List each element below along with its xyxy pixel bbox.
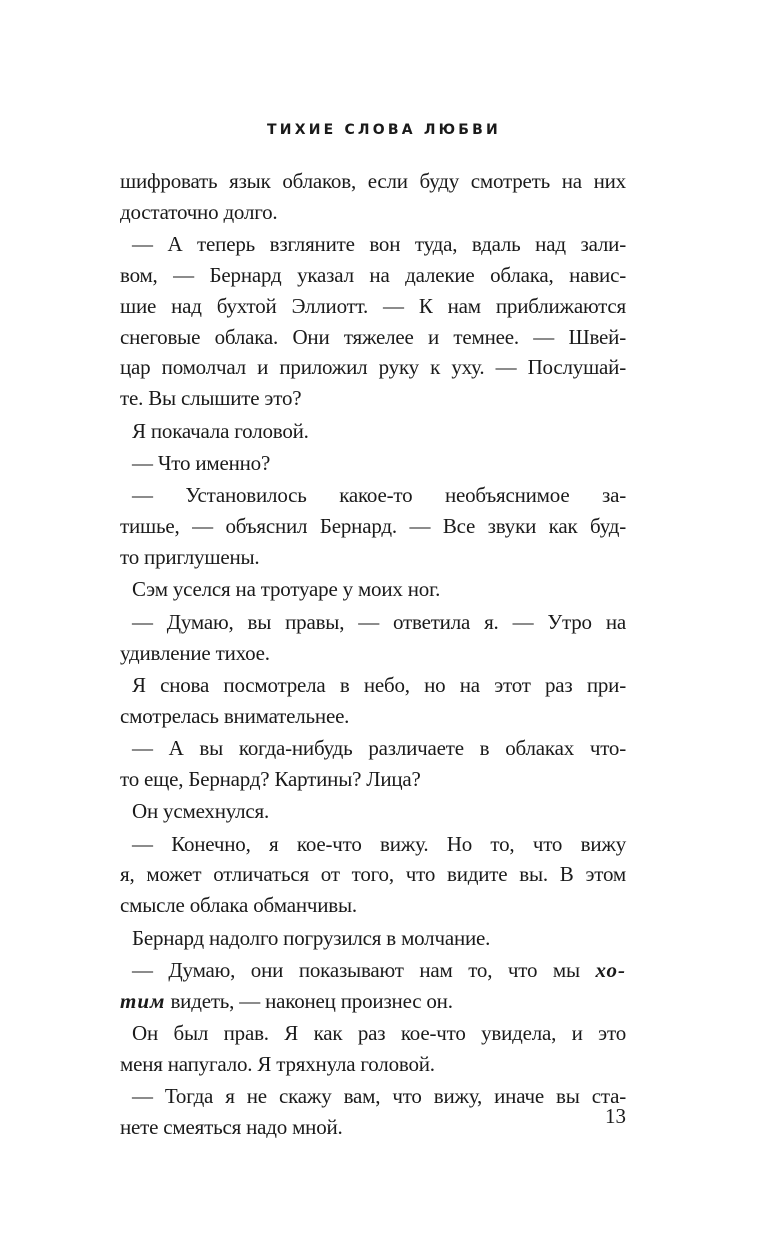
text-line: — Тогда я не скажу вам, что вижу, иначе вы ста- — [132, 1084, 626, 1109]
text-line: — А вы когда-нибудь различаете в облаках что- — [132, 736, 626, 761]
text-line: меня напугало. Я тряхнула головой. — [120, 1052, 435, 1077]
text-line: смысле облака обманчивы. — [120, 893, 357, 918]
text-line: — Думаю, вы правы, — ответила я. — Утро на — [132, 609, 626, 634]
text-line: шие над бухтой Эллиотт. — К нам приближаются — [120, 293, 626, 318]
line-text: — Думаю, они показывают нам то, что мы — [132, 958, 596, 983]
text-line: — Что именно? — [132, 450, 271, 475]
text-line: то приглушены. — [120, 544, 260, 569]
text-line: то еще, Бернард? Картины? Лица? — [120, 766, 421, 791]
emphasis-text: хо- — [595, 958, 626, 983]
emphasis-text: тим — [120, 988, 166, 1013]
text-line: Он усмехнулся. — [132, 799, 270, 824]
line-text: видеть, — наконец произнес он. — [165, 988, 453, 1013]
text-line: снеговые облака. Они тяжелее и темнее. — Швей- — [120, 324, 626, 349]
text-line: Сэм уселся на тротуаре у моих ног. — [132, 577, 441, 602]
body-text — [120, 166, 626, 1143]
text-line: нете смеяться надо мной. — [120, 1115, 343, 1140]
text-line: достаточно долго. — [120, 199, 278, 224]
text-line: вом, — Бернард указал на далекие облака, навис- — [120, 262, 626, 287]
text-line — [120, 955, 626, 986]
text-line: я, может отличаться от того, что видите вы. В этом — [120, 862, 626, 887]
text-line: тишье, — объяснил Бернард. — Все звуки как буд- — [120, 514, 626, 539]
text-line: Я покачала головой. — [132, 418, 309, 443]
running-head: ТИХИЕ СЛОВА ЛЮБВИ — [267, 122, 501, 138]
page-number: 13 — [605, 1104, 626, 1128]
text-line: смотрелась внимательнее. — [120, 703, 350, 728]
text-line: — А теперь взгляните вон туда, вдаль над зали- — [132, 232, 626, 257]
text-line — [120, 986, 626, 1017]
text-line: Я снова посмотрела в небо, но на этот раз при- — [132, 672, 626, 697]
text-line: шифровать язык облаков, если буду смотреть на них — [120, 169, 626, 193]
text-line: Бернард надолго погрузился в молчание. — [132, 925, 491, 950]
text-line: цар помолчал и приложил руку к уху. — Послушай- — [120, 355, 626, 380]
text-line: — Установилось какое-то необъяснимое за- — [132, 483, 626, 508]
text-line: удивление тихое. — [120, 640, 270, 665]
text-line: Он был прав. Я как раз кое-что увидела, и это — [132, 1021, 626, 1046]
text-line: те. Вы слышите это? — [120, 386, 302, 411]
text-line: — Конечно, я кое-что вижу. Но то, что вижу — [132, 831, 626, 856]
